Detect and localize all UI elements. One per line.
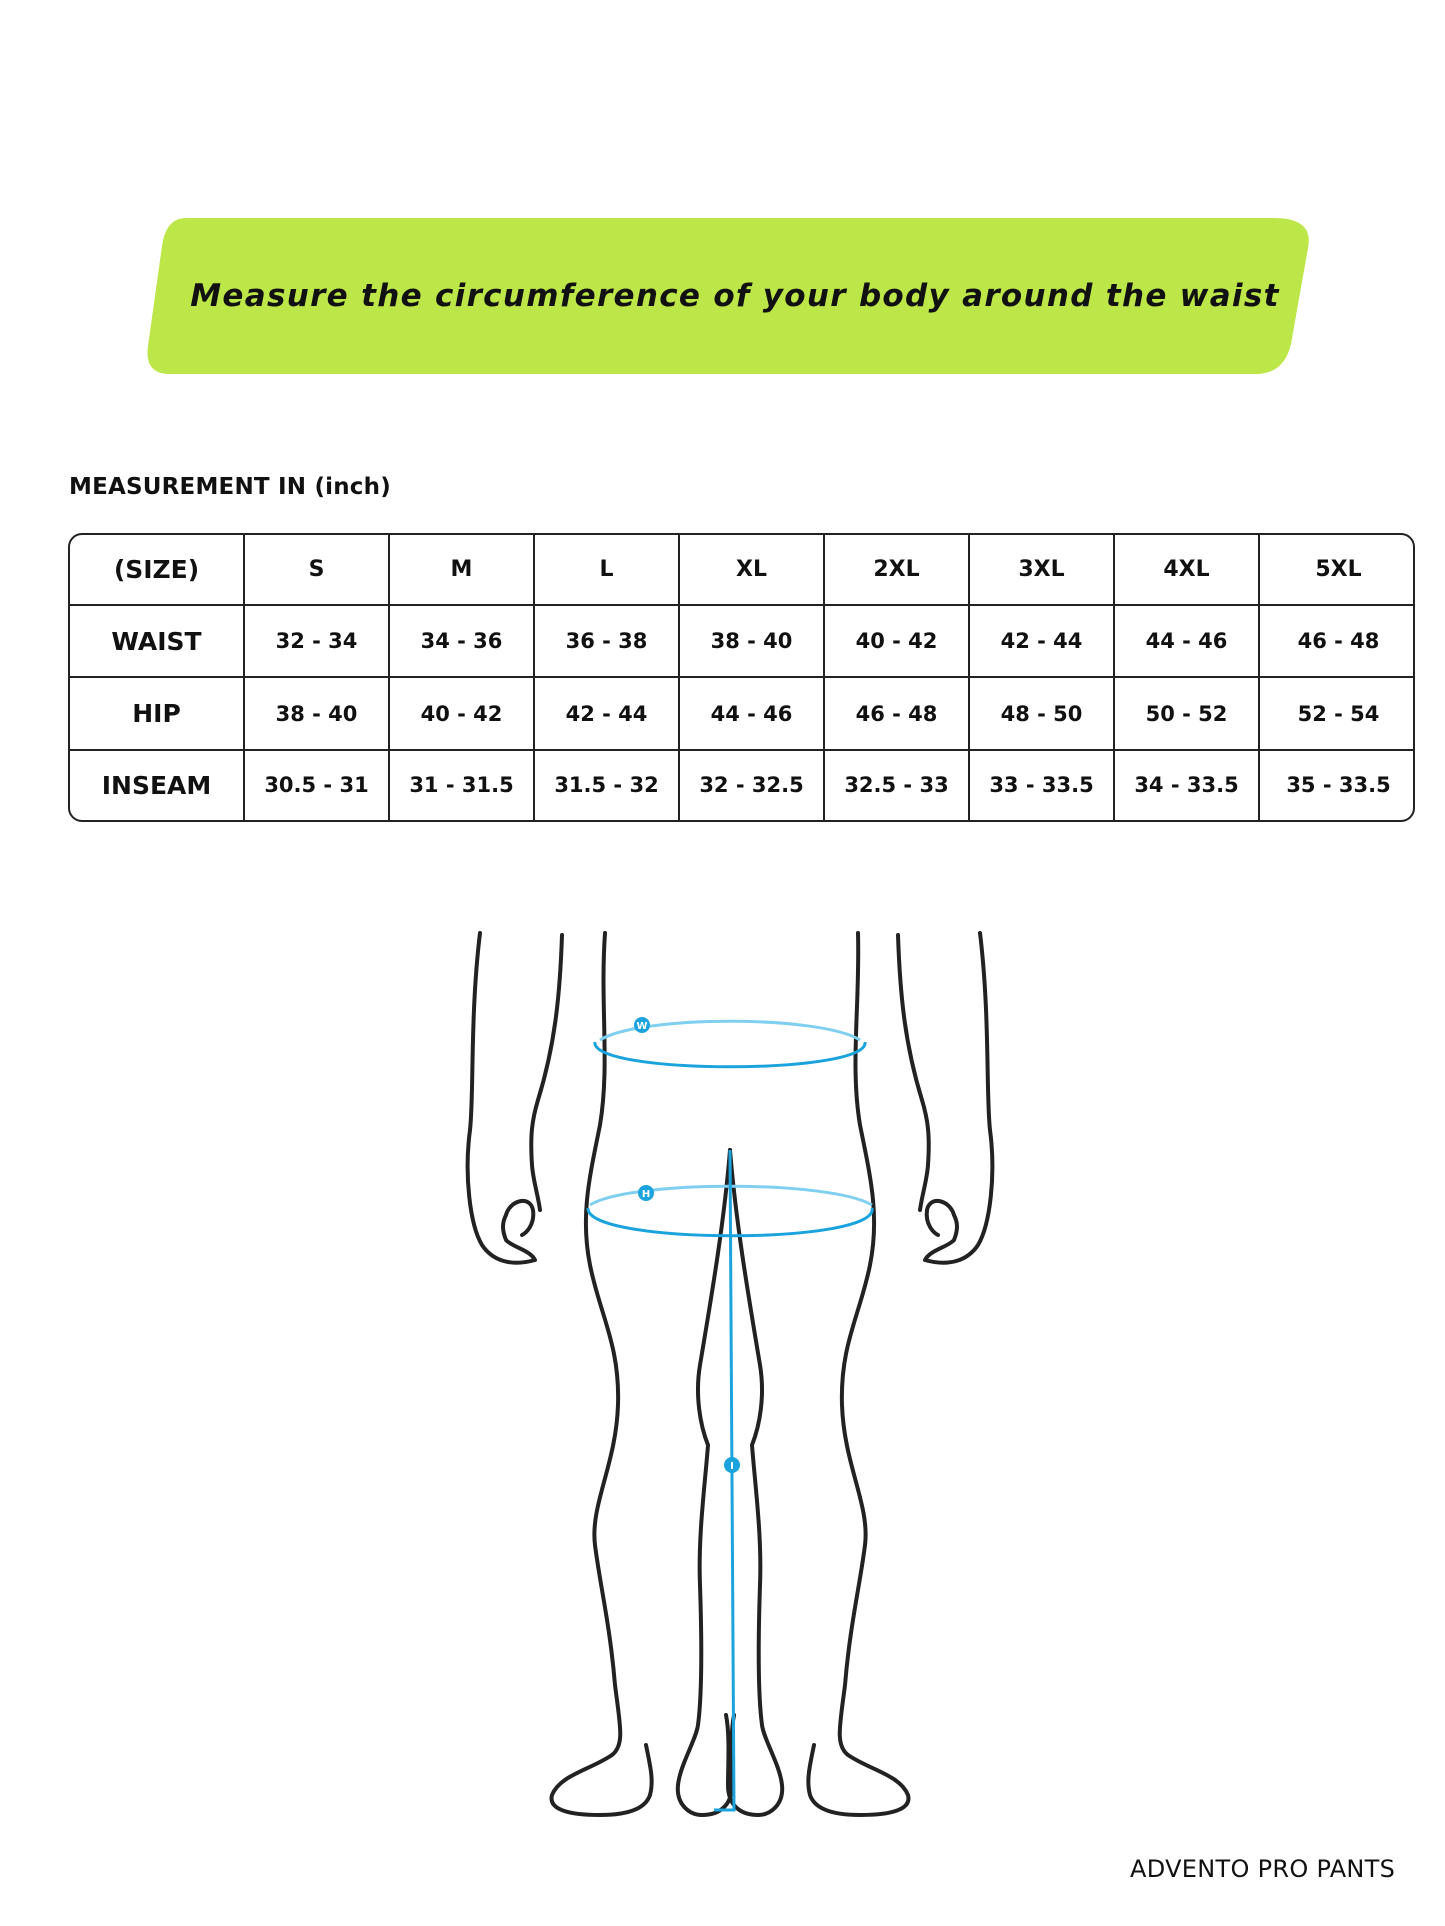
right-inner-arm xyxy=(898,935,929,1210)
size-header-cell: XL xyxy=(679,535,824,605)
measurement-unit-label xyxy=(69,474,391,500)
table-cell: 33 - 33.5 xyxy=(969,750,1114,820)
size-header-cell: S xyxy=(244,535,389,605)
right-arm-outline xyxy=(925,933,992,1263)
row-label-waist: WAIST xyxy=(70,605,244,677)
measurement-label-unit: (inch) xyxy=(314,474,391,500)
size-header-cell: M xyxy=(389,535,534,605)
table-cell: 34 - 33.5 xyxy=(1114,750,1259,820)
left-leg-outer xyxy=(552,933,652,1815)
size-header-cell: L xyxy=(534,535,679,605)
left-inner-arm xyxy=(531,935,562,1210)
table-cell: 44 - 46 xyxy=(679,677,824,749)
table-cell: 50 - 52 xyxy=(1114,677,1259,749)
table-cell: 30.5 - 31 xyxy=(244,750,389,820)
size-header-cell: 5XL xyxy=(1259,535,1415,605)
brand-name: ADVENTO PRO PANTS xyxy=(1130,1855,1396,1883)
size-header-cell: 2XL xyxy=(824,535,969,605)
size-header-cell: 3XL xyxy=(969,535,1114,605)
table-cell: 46 - 48 xyxy=(1259,605,1415,677)
table-cell: 48 - 50 xyxy=(969,677,1114,749)
table-cell: 31 - 31.5 xyxy=(389,750,534,820)
waist-row xyxy=(70,605,1415,677)
table-cell: 32.5 - 33 xyxy=(824,750,969,820)
right-thumb-outline xyxy=(927,1201,954,1235)
table-cell: 42 - 44 xyxy=(969,605,1114,677)
row-label-hip: HIP xyxy=(70,677,244,749)
banner-text: Measure the circumference of your body around the waist xyxy=(190,278,1280,314)
table-cell: 31.5 - 32 xyxy=(534,750,679,820)
body-outline-illustration xyxy=(440,925,1020,1845)
table-cell: 40 - 42 xyxy=(389,677,534,749)
waist-marker-letter: W xyxy=(636,1021,648,1032)
hip-row xyxy=(70,677,1415,749)
table-cell: 46 - 48 xyxy=(824,677,969,749)
table-cell: 32 - 34 xyxy=(244,605,389,677)
table-cell: 40 - 42 xyxy=(824,605,969,677)
left-thumb-outline xyxy=(506,1201,533,1235)
size-chart-table xyxy=(68,533,1415,822)
table-cell: 34 - 36 xyxy=(389,605,534,677)
size-header-row xyxy=(70,535,1415,605)
right-leg-outer xyxy=(808,933,908,1815)
table-cell: 42 - 44 xyxy=(534,677,679,749)
table-cell: 36 - 38 xyxy=(534,605,679,677)
table-cell: 38 - 40 xyxy=(679,605,824,677)
table-cell: 35 - 33.5 xyxy=(1286,773,1391,798)
measurement-label-prefix: MEASUREMENT IN xyxy=(69,474,307,500)
table-cell: 52 - 54 xyxy=(1259,677,1415,749)
size-header-label: (SIZE) xyxy=(70,535,244,605)
table-cell: 44 - 46 xyxy=(1114,605,1259,677)
table-cell: 32 - 32.5 xyxy=(679,750,824,820)
size-header-cell: 4XL xyxy=(1114,535,1259,605)
left-arm-outline xyxy=(468,933,535,1263)
row-label-inseam: INSEAM xyxy=(70,750,244,820)
inseam-marker-letter: I xyxy=(730,1461,734,1472)
table-cell: 38 - 40 xyxy=(244,677,389,749)
instruction-banner xyxy=(146,218,1314,374)
hip-marker-letter: H xyxy=(641,1189,651,1200)
inseam-row xyxy=(70,750,1415,820)
